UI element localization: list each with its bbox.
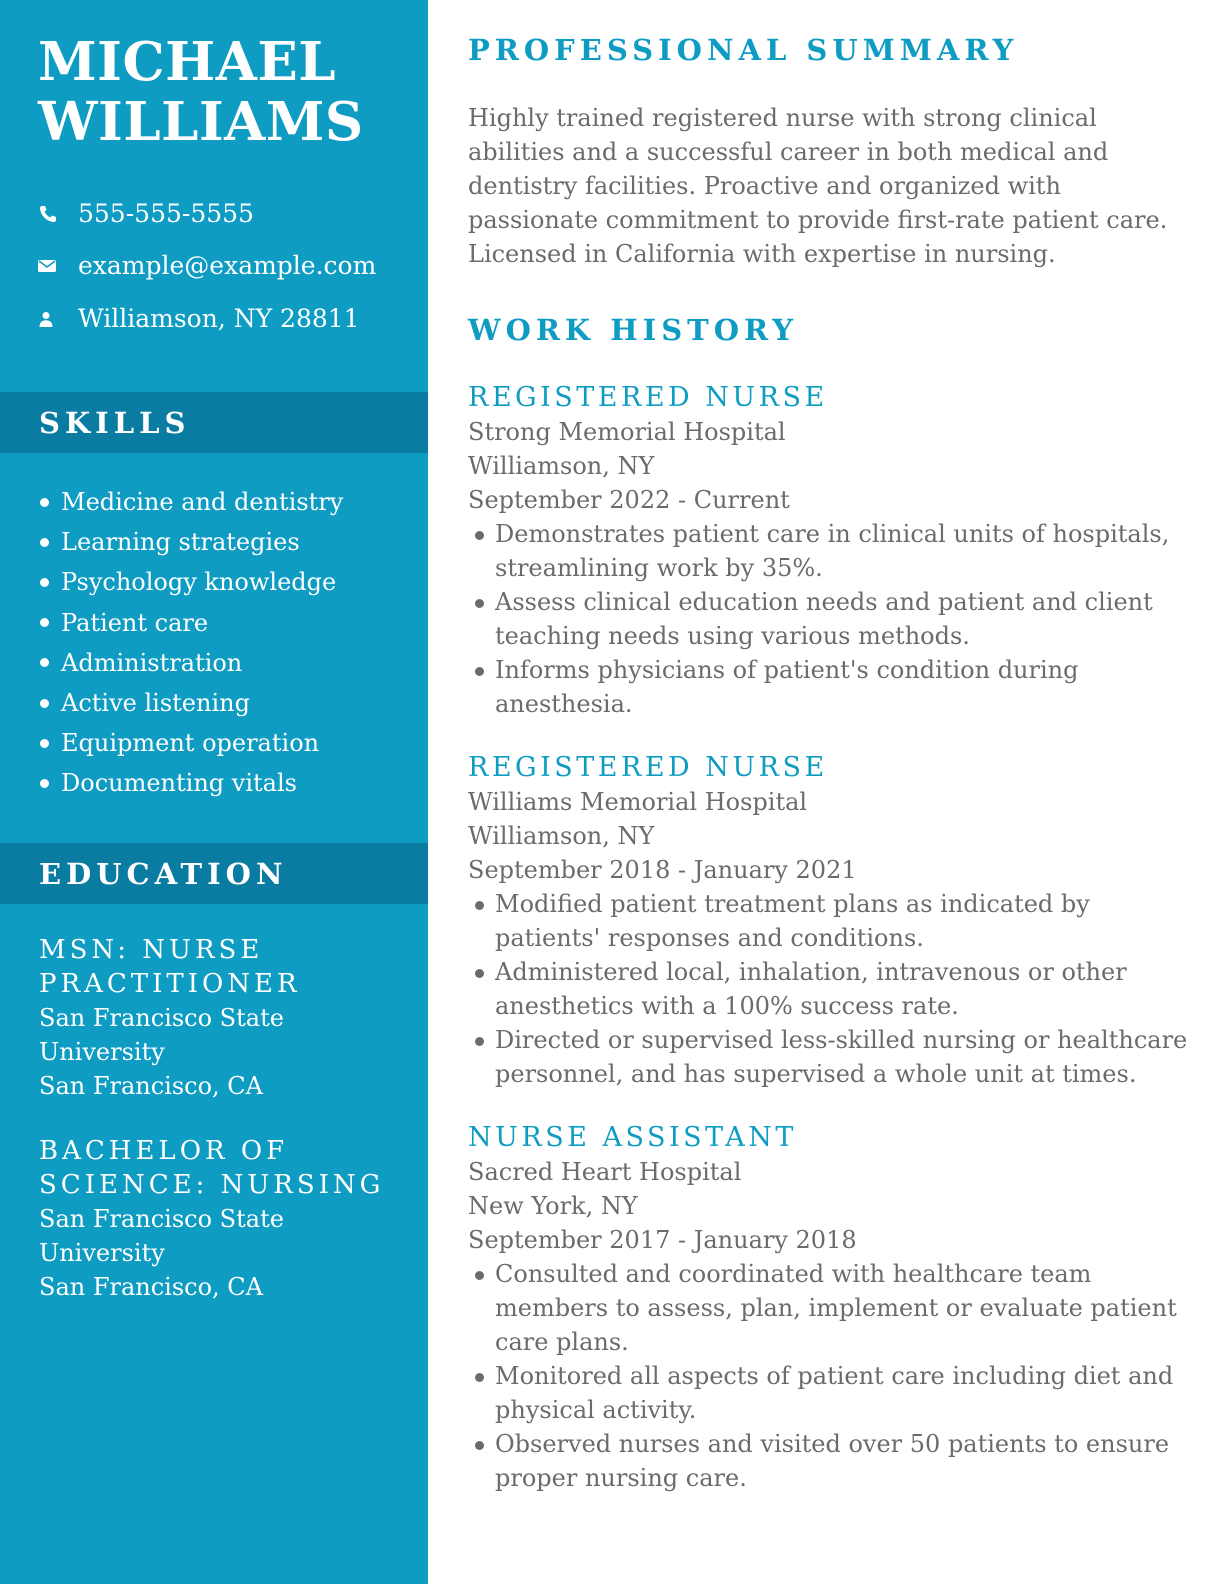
job-dates: September 2017 - January 2018 xyxy=(468,1226,857,1254)
bullet-icon xyxy=(40,538,49,547)
job-bullets xyxy=(468,517,1190,721)
list-item: Patient care xyxy=(40,603,420,643)
bullet-icon xyxy=(40,618,49,627)
education-heading: EDUCATION xyxy=(39,856,288,891)
list-item: Modified patient treatment plans as indicated by patients' responses and conditions. xyxy=(468,887,1190,955)
job-entry xyxy=(468,1121,1190,1495)
job-location: Williamson, NY xyxy=(468,452,655,480)
list-item: Administration xyxy=(40,643,420,683)
degree-line: BACHELOR OF xyxy=(39,1136,289,1166)
job-location: New York, NY xyxy=(468,1192,638,1220)
job-title: REGISTERED NURSE xyxy=(468,752,828,783)
job-dates: September 2018 - January 2021 xyxy=(468,856,857,884)
list-item: Active listening xyxy=(40,683,420,723)
list-item: Medicine and dentistry xyxy=(40,482,420,522)
bullet-icon xyxy=(475,1271,484,1280)
degree-line: SCIENCE: NURSING xyxy=(39,1170,385,1200)
summary-text: Highly trained registered nurse with strong clinical abilities and a successful career in both medical and dentistry facilities. Proactive and organized with passionate commitment to provide first-rate patient care. Licensed in California with expertise in nursing. xyxy=(468,104,1168,268)
bullet-icon xyxy=(475,969,484,978)
institution-line: University xyxy=(39,1239,165,1267)
person-icon xyxy=(38,311,78,327)
job-bullets xyxy=(468,1257,1190,1495)
bullet-icon xyxy=(475,531,484,540)
email-text: example@example.com xyxy=(78,251,377,280)
list-item: Demonstrates patient care in clinical units of hospitals, streamlining work by 35%. xyxy=(468,517,1190,585)
list-item: Informs physicians of patient's condition during anesthesia. xyxy=(468,653,1190,721)
phone-icon xyxy=(38,204,78,224)
location-text: Williamson, NY 28811 xyxy=(78,304,360,333)
bullet-icon xyxy=(475,599,484,608)
education-entry xyxy=(39,933,424,1103)
degree-line: PRACTITIONER xyxy=(39,969,301,999)
name-first: MICHAEL xyxy=(38,31,337,93)
bullet-icon xyxy=(40,658,49,667)
contact-email xyxy=(38,251,418,280)
job-bullets xyxy=(468,887,1190,1091)
mail-icon xyxy=(38,259,78,273)
contact-phone xyxy=(38,199,418,228)
list-item: Psychology knowledge xyxy=(40,562,420,602)
job-location: Williamson, NY xyxy=(468,822,655,850)
bullet-icon xyxy=(40,578,49,587)
sidebar xyxy=(0,0,428,1584)
job-employer: Williams Memorial Hospital xyxy=(468,788,808,816)
institution-line: San Francisco State xyxy=(39,1004,284,1032)
bullet-icon xyxy=(475,667,484,676)
education-header xyxy=(0,843,428,904)
education-entry xyxy=(39,1134,424,1304)
bullet-icon xyxy=(475,1037,484,1046)
candidate-name xyxy=(38,32,418,152)
list-item: Assess clinical education needs and patient and client teaching needs using various methods. xyxy=(468,585,1190,653)
bullet-icon xyxy=(40,699,49,708)
job-employer: Sacred Heart Hospital xyxy=(468,1158,742,1186)
degree-line: MSN: NURSE xyxy=(39,935,264,965)
bullet-icon xyxy=(40,739,49,748)
bullet-icon xyxy=(40,779,49,788)
institution-line: San Francisco State xyxy=(39,1205,284,1233)
list-item: Administered local, inhalation, intravenous or other anesthetics with a 100% success rate. xyxy=(468,955,1190,1023)
bullet-icon xyxy=(475,1373,484,1382)
name-last: WILLIAMS xyxy=(38,91,364,153)
job-title: NURSE ASSISTANT xyxy=(468,1122,797,1153)
bullet-icon xyxy=(475,1441,484,1450)
list-item: Consulted and coordinated with healthcare team members to assess, plan, implement or evaluate patient care plans. xyxy=(468,1257,1190,1359)
list-item: Directed or supervised less-skilled nursing or healthcare personnel, and has supervised a whole unit at times. xyxy=(468,1023,1190,1091)
contact-location xyxy=(38,304,418,333)
list-item: Learning strategies xyxy=(40,522,420,562)
skills-heading: SKILLS xyxy=(39,405,191,440)
phone-text: 555-555-5555 xyxy=(78,199,254,228)
list-item: Documenting vitals xyxy=(40,763,420,803)
institution-line: University xyxy=(39,1038,165,1066)
bullet-icon xyxy=(40,498,49,507)
skills-list xyxy=(40,482,420,804)
bullet-icon xyxy=(475,901,484,910)
list-item: Observed nurses and visited over 50 patients to ensure proper nursing care. xyxy=(468,1427,1190,1495)
job-entry xyxy=(468,381,1190,721)
education-location: San Francisco, CA xyxy=(39,1072,264,1100)
list-item: Equipment operation xyxy=(40,723,420,763)
work-history-heading: WORK HISTORY xyxy=(468,313,798,347)
job-employer: Strong Memorial Hospital xyxy=(468,418,786,446)
job-dates: September 2022 - Current xyxy=(468,486,790,514)
education-location: San Francisco, CA xyxy=(39,1273,264,1301)
list-item: Monitored all aspects of patient care including diet and physical activity. xyxy=(468,1359,1190,1427)
job-entry xyxy=(468,751,1190,1091)
skills-header xyxy=(0,392,428,453)
summary-heading: PROFESSIONAL SUMMARY xyxy=(468,33,1019,67)
job-title: REGISTERED NURSE xyxy=(468,382,828,413)
